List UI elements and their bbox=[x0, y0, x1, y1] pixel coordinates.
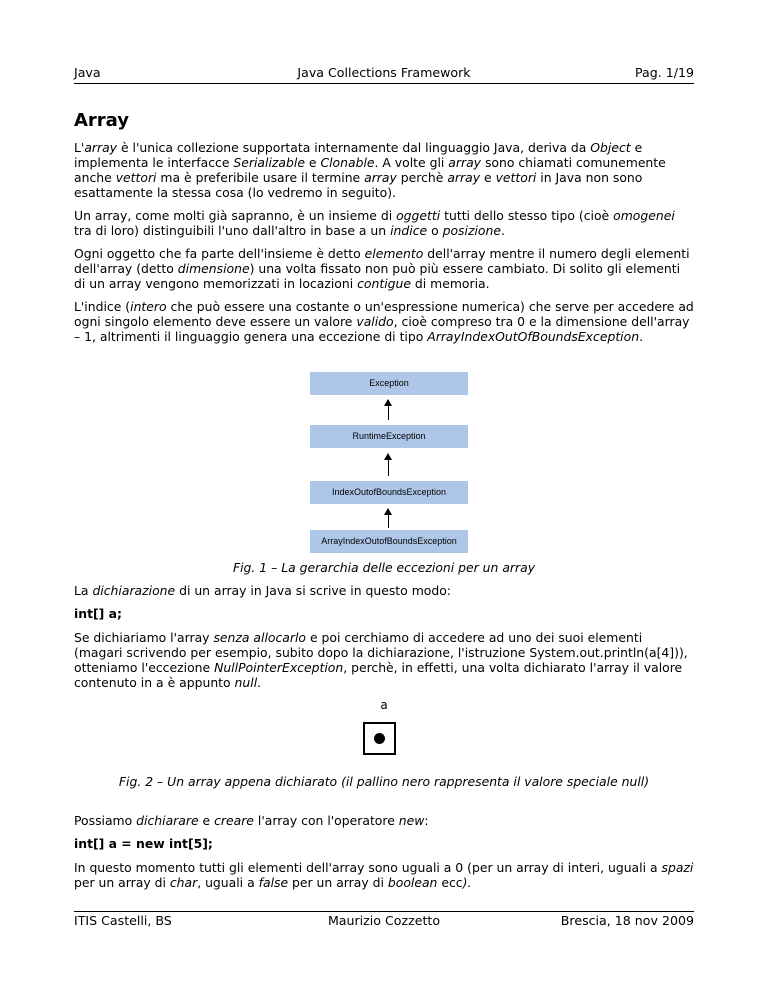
null-dot-icon bbox=[374, 733, 385, 744]
paragraph-1: L'array è l'unica collezione supportata internamente dal linguaggio Java, deriva da Object e implementa le interfacce Serializable e Clonable. A volte gli array sono chiamati comunemente anche vettori ma è preferibile usare il termine array perchè array e vettori in Java non sono esattamente la stessa cosa (lo vedremo in seguito). bbox=[74, 140, 666, 200]
paragraph-2: Un array, come molti già sapranno, è un insieme di oggetti tutti dello stesso tipo (cioè omogenei tra di loro) distinguibili l'uno dall'altro in base a un indice o posizione. bbox=[74, 208, 675, 238]
content bbox=[74, 140, 694, 898]
paragraph-4: L'indice (intero che può essere una costante o un'espressione numerica) che serve per accedere ad ogni singolo elemento deve essere un valore valido, cioè compreso tra 0 e la dimensione dell'array – 1, altrimenti il linguaggio genera una eccezione di tipo ArrayIndexOutOfBoundsException. bbox=[74, 299, 694, 344]
document-page bbox=[74, 0, 694, 994]
header-page-number: Pag. 1/19 bbox=[634, 65, 694, 80]
page-footer bbox=[74, 911, 694, 930]
box-index-out-of-bounds-exception: IndexOutofBoundsException bbox=[310, 481, 468, 504]
arrow-up-icon bbox=[388, 454, 389, 476]
null-array-figure bbox=[74, 698, 694, 772]
variable-label: a bbox=[380, 698, 388, 712]
paragraph-6: Se dichiariamo l'array senza allocarlo e poi cerchiamo di accedere ad uno dei suoi elementi (magari scrivendo per esempio, subito dopo la dichiarazione, l'istruzione System.out.println(a[4])), otteniamo l'eccezione NullPointerException, perchè, in effetti, una volta dichiarato l'array il valore contenuto in a è appunto null. bbox=[74, 630, 688, 690]
box-runtime-exception: RuntimeException bbox=[310, 425, 468, 448]
code-creation: int[] a = new int[5]; bbox=[74, 836, 213, 851]
page-header bbox=[74, 65, 694, 84]
header-center: Java Collections Framework bbox=[297, 65, 471, 80]
arrow-up-icon bbox=[388, 509, 389, 528]
reference-box bbox=[363, 722, 396, 755]
arrow-up-icon bbox=[388, 400, 389, 420]
box-exception: Exception bbox=[310, 372, 468, 395]
paragraph-5: La dichiarazione di un array in Java si scrive in questo modo: bbox=[74, 583, 451, 598]
paragraph-7: Possiamo dichiarare e creare l'array con l'operatore new: bbox=[74, 813, 429, 828]
code-declaration: int[] a; bbox=[74, 606, 122, 621]
footer-date: Brescia, 18 nov 2009 bbox=[560, 913, 694, 928]
footer-left: ITIS Castelli, BS bbox=[74, 913, 172, 928]
figure-1-caption: Fig. 1 – La gerarchia delle eccezioni per un array bbox=[232, 560, 536, 575]
footer-author: Maurizio Cozzetto bbox=[327, 913, 441, 928]
figure-2-caption: Fig. 2 – Un array appena dichiarato (il pallino nero rappresenta il valore speciale null) bbox=[118, 774, 650, 789]
paragraph-3: Ogni oggetto che fa parte dell'insieme è detto elemento dell'array mentre il numero degli elementi dell'array (detto dimensione) una volta fissato non può più essere cambiato. Di solito gli elementi di un array vengono memorizzati in locazioni contigue di memoria. bbox=[74, 246, 690, 291]
paragraph-8: In questo momento tutti gli elementi dell'array sono uguali a 0 (per un array di interi, uguali a spazi per un array di char, uguali a false per un array di boolean ecc). bbox=[74, 860, 694, 890]
box-array-index-out-of-bounds-exception: ArrayIndexOutofBoundsException bbox=[310, 530, 468, 553]
section-title: Array bbox=[74, 110, 130, 131]
exception-hierarchy-figure bbox=[74, 354, 694, 546]
header-left: Java bbox=[74, 65, 101, 80]
